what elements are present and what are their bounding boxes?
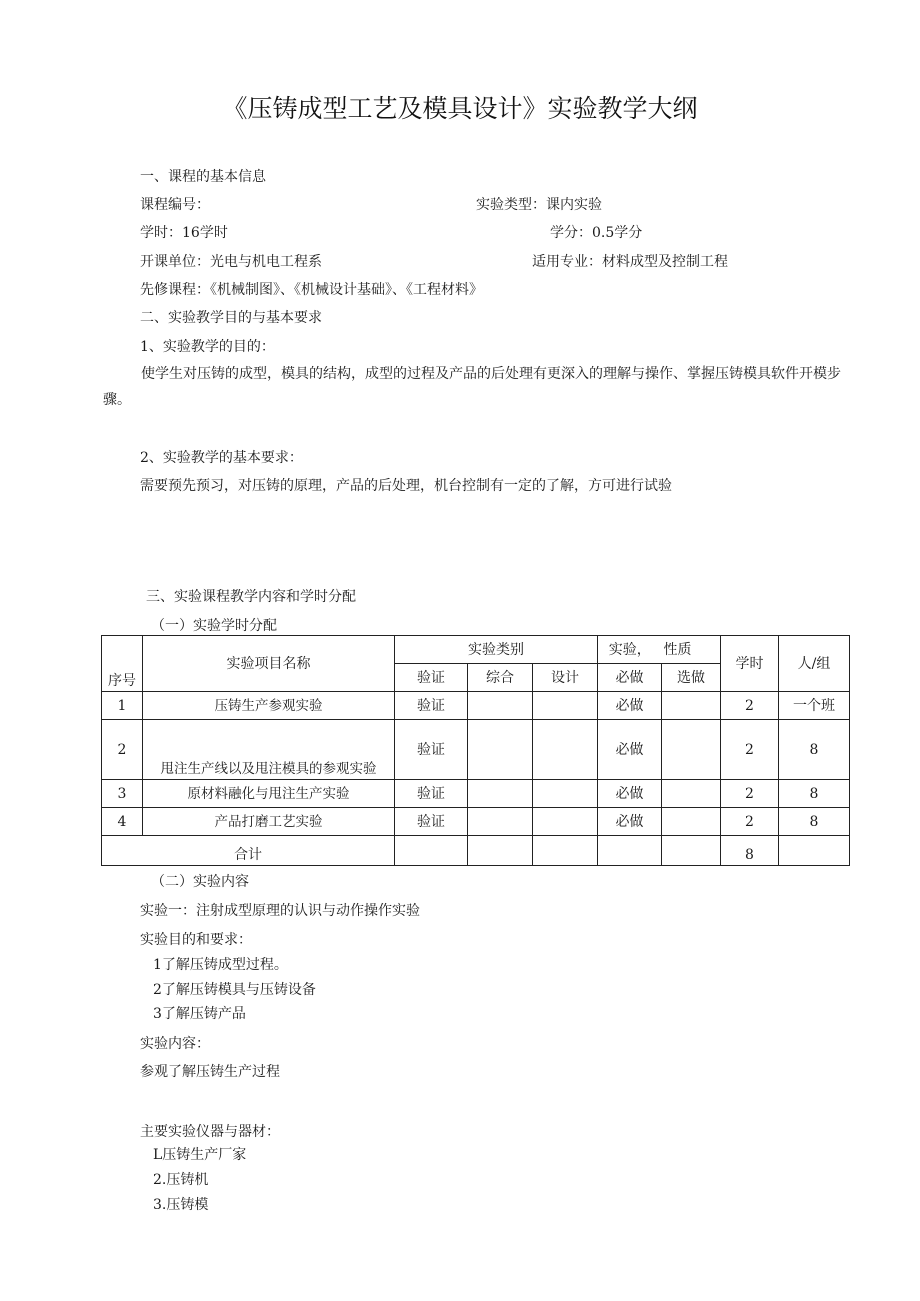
row-name: 原材料融化与甩注生产实验: [143, 780, 395, 808]
total-empty-cell: [779, 836, 850, 866]
header-nature-a: 实验，: [598, 636, 662, 664]
header-nature-b: 性质: [662, 636, 721, 664]
total-hours: 8: [721, 836, 779, 866]
subsection-hours-allocation: （一）实验学时分配: [151, 618, 277, 634]
total-empty-cell: [598, 836, 662, 866]
lab-type: 实验类型：课内实验: [476, 197, 602, 213]
applicable-major: 适用专业：材料成型及控制工程: [532, 254, 728, 270]
prerequisites: 先修课程：《机械制图》、《机械设计基础》、《工程材料》: [140, 282, 483, 298]
table-header-row: [102, 636, 850, 664]
row-comprehensive: [468, 720, 533, 780]
table-row: [102, 720, 850, 780]
header-verify: 验证: [395, 664, 468, 692]
page-title: 《压铸成型工艺及模具设计》实验教学大纲: [222, 94, 698, 123]
row-seq: 4: [102, 808, 143, 836]
header-hours: 学时: [721, 636, 779, 692]
equipment-item: 2.压铸机: [153, 1172, 209, 1188]
header-design: 设计: [533, 664, 598, 692]
row-elective: [662, 720, 721, 780]
header-name: 实验项目名称: [143, 636, 395, 692]
row-verify: 验证: [395, 808, 468, 836]
row-verify: 验证: [395, 692, 468, 720]
subsection-content: （二）实验内容: [151, 874, 249, 890]
content-text: 参观了解压铸生产过程: [140, 1064, 280, 1080]
total-label: 合计: [102, 836, 395, 866]
row-per-group: 8: [779, 808, 850, 836]
purpose-text: 使学生对压铸的成型，模具的结构，成型的过程及产品的后处理有更深入的理解与操作、掌握压铸模具软件开模步骤。: [103, 366, 841, 408]
row-comprehensive: [468, 780, 533, 808]
row-comprehensive: [468, 808, 533, 836]
row-design: [533, 692, 598, 720]
row-required: 必做: [598, 780, 662, 808]
goal-item: 3了解压铸产品: [153, 1006, 246, 1022]
row-per-group: 8: [779, 720, 850, 780]
total-empty-cell: [533, 836, 598, 866]
hours-allocation-table: [101, 635, 850, 866]
section3-heading: 三、实验课程教学内容和学时分配: [146, 589, 356, 605]
row-hours: 2: [721, 720, 779, 780]
row-required: 必做: [598, 720, 662, 780]
row-elective: [662, 808, 721, 836]
header-elective: 选做: [662, 664, 721, 692]
equipment-heading: 主要实验仪器与器材：: [140, 1124, 280, 1140]
table-row: [102, 692, 850, 720]
goal-item: 1了解压铸成型过程。: [153, 957, 288, 973]
experiment1-title: 实验一：注射成型原理的认识与动作操作实验: [140, 903, 420, 919]
table-row: [102, 808, 850, 836]
row-design: [533, 780, 598, 808]
row-per-group: 8: [779, 780, 850, 808]
header-required: 必做: [598, 664, 662, 692]
course-code: 课程编号：: [140, 197, 210, 213]
row-per-group: 一个班: [779, 692, 850, 720]
teaching-unit: 开课单位：光电与机电工程系: [140, 254, 322, 270]
row-hours: 2: [721, 808, 779, 836]
row-design: [533, 808, 598, 836]
row-seq: 3: [102, 780, 143, 808]
section2-heading: 二、实验教学目的与基本要求: [140, 310, 322, 326]
row-seq: 2: [102, 720, 143, 780]
course-credits: 学分：0.5学分: [550, 225, 643, 241]
row-comprehensive: [468, 692, 533, 720]
row-required: 必做: [598, 692, 662, 720]
total-empty-cell: [662, 836, 721, 866]
row-name: 产品打磨工艺实验: [143, 808, 395, 836]
requirement-text: 需要预先预习，对压铸的原理，产品的后处理，机台控制有一定的了解，方可进行试验: [140, 478, 672, 494]
requirement-heading: 2、实验教学的基本要求：: [140, 450, 303, 466]
row-design: [533, 720, 598, 780]
content-heading: 实验内容：: [140, 1036, 210, 1052]
row-hours: 2: [721, 780, 779, 808]
goal-heading: 实验目的和要求：: [140, 932, 252, 948]
course-hours: 学时：16学时: [140, 225, 228, 241]
equipment-item: L压铸生产厂家: [153, 1147, 247, 1163]
total-empty-cell: [468, 836, 533, 866]
row-required: 必做: [598, 808, 662, 836]
purpose-heading: 1、实验教学的目的：: [140, 339, 275, 355]
table-row: [102, 780, 850, 808]
equipment-item: 3.压铸模: [153, 1197, 209, 1213]
row-hours: 2: [721, 692, 779, 720]
row-name: 压铸生产参观实验: [143, 692, 395, 720]
table-total-row: [102, 836, 850, 866]
header-per-group: 人/组: [779, 636, 850, 692]
row-name: 甩注生产线以及甩注模具的参观实验: [143, 720, 395, 780]
row-elective: [662, 692, 721, 720]
header-comprehensive: 综合: [468, 664, 533, 692]
goal-item: 2了解压铸模具与压铸设备: [153, 982, 316, 998]
row-verify: 验证: [395, 780, 468, 808]
row-seq: 1: [102, 692, 143, 720]
row-elective: [662, 780, 721, 808]
section1-heading: 一、课程的基本信息: [140, 169, 266, 185]
header-seq: 序号: [102, 636, 143, 692]
header-category: 实验类别: [395, 636, 598, 664]
total-empty-cell: [395, 836, 468, 866]
row-verify: 验证: [395, 720, 468, 780]
